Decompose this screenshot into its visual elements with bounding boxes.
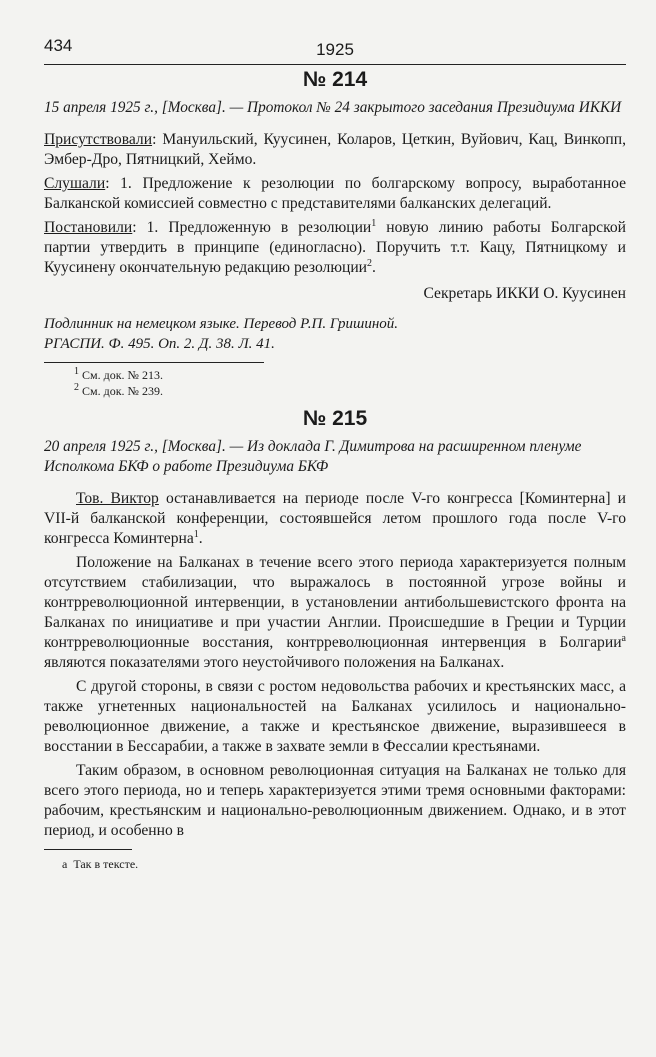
- document-215: [44, 407, 626, 872]
- page-number: 434: [44, 36, 73, 55]
- present-text: : Мануильский, Куусинен, Коларов, Цеткин, Вуйович, Кац, Винкопп, Эмбер-Дро, Пятницкий, Хеймо.: [44, 131, 626, 168]
- resolved-text-2: новую линию работы Болгарской партии утвердить в принципе (единогласно). Поручить т.т. Кацу, Пятницкому и Куусинену окончательную редакцию резолюции: [44, 219, 626, 276]
- paragraph-2-text-2: являются показателями этого неустойчивого положения на Балканах.: [44, 654, 505, 671]
- footnote-ref-2: 2: [367, 257, 373, 269]
- footnote-rule: [44, 362, 264, 363]
- header-rule: [44, 64, 626, 65]
- resolved-paragraph: [44, 218, 626, 278]
- doc-215-paragraph-2: [44, 553, 626, 673]
- resolved-label: Постановили: [44, 219, 133, 236]
- document-page: [44, 30, 626, 872]
- heard-paragraph: [44, 174, 626, 214]
- running-header: [44, 30, 626, 59]
- bottom-footnote-text: Так в тексте.: [73, 857, 139, 871]
- speaker-label: Тов. Виктор: [76, 490, 159, 507]
- footnote-ref-1: 1: [371, 217, 377, 229]
- footnote-2-text: См. док. № 239.: [79, 384, 163, 398]
- footnote-1: [44, 367, 626, 383]
- heard-text: : 1. Предложение к резолюции по болгарскому вопросу, выработанное Балканской комиссией совместно с представителями балканских делегаций.: [44, 175, 626, 212]
- bottom-footnote-mark: а: [62, 857, 68, 871]
- footnote-1-mark: 1: [74, 366, 79, 377]
- source-line-2: РГАСПИ. Ф. 495. Оп. 2. Д. 38. Л. 41.: [44, 336, 275, 352]
- source-note: [44, 314, 626, 354]
- bottom-footnote: [44, 856, 626, 872]
- doc-215-number: № 215: [302, 407, 368, 430]
- footnote-1-text: См. док. № 213.: [79, 368, 163, 382]
- footnote-ref-3: 1: [193, 528, 199, 540]
- doc-215-paragraph-4: Таким образом, в основном революционная ситуация на Балканах не только для всего этого периода, но и теперь характеризуется этими тремя основными факторами: рабочим, крестьянским и национально-революционным движением. Однако, и в этот период, и особенно в: [44, 762, 626, 839]
- source-line-1: Подлинник на немецком языке. Перевод Р.П. Гришиной.: [44, 316, 399, 332]
- doc-215-paragraph-1: [44, 489, 626, 549]
- bottom-footnote-rule: [44, 849, 132, 850]
- present-label: Присутствовали: [44, 131, 153, 148]
- footnote-ref-a: a: [621, 632, 626, 644]
- doc-214-title: 15 апреля 1925 г., [Москва]. — Протокол № 24 закрытого заседания Президиума ИККИ: [44, 99, 622, 116]
- document-214: [44, 68, 626, 399]
- footnote-2-mark: 2: [74, 382, 79, 393]
- footnote-2: [44, 383, 626, 399]
- doc-214-number: № 214: [302, 68, 368, 91]
- doc-215-paragraph-3: С другой стороны, в связи с ростом недовольства рабочих и крестьянских масс, а также угнетенных национальностей на Балканах усилилось и национально-революционное движение, а также и крестьянское движение, выразившееся в восстании в Бессарабии, а также в захвате земли в Фессалии крестьянами.: [44, 678, 626, 755]
- paragraph-1-end: .: [198, 530, 203, 547]
- paragraph-2-text-1: Положение на Балканах в течение всего этого периода характеризуется полным отсутствием стабилизации, что выражалось в постоянной угрозе войны и контрреволюционной интервенции, в установлении антибольшевистского фронта на Балканах по инициативе и при участии Англии. Происшедшие в Греции и Турции контрреволюционные восстания, контрреволюционная интервенция в Болгарии: [44, 554, 626, 651]
- heard-label: Слушали: [44, 175, 106, 192]
- resolved-text-3: .: [372, 259, 376, 276]
- present-paragraph: [44, 130, 626, 170]
- resolved-text-1: : 1. Предложенную в резолюции: [132, 219, 372, 236]
- paragraph-1-text: останавливается на периоде после V-го конгресса [Коминтерна] и VII-й балканской конференции, состоявшейся летом прошлого года после V-го конгресса Коминтерна: [44, 490, 626, 547]
- signature: Секретарь ИККИ О. Куусинен: [423, 285, 626, 302]
- doc-215-title: 20 апреля 1925 г., [Москва]. — Из доклада Г. Димитрова на расширенном пленуме Исполкома БКФ о работе Президиума БКФ: [44, 438, 582, 475]
- running-year: 1925: [316, 40, 354, 59]
